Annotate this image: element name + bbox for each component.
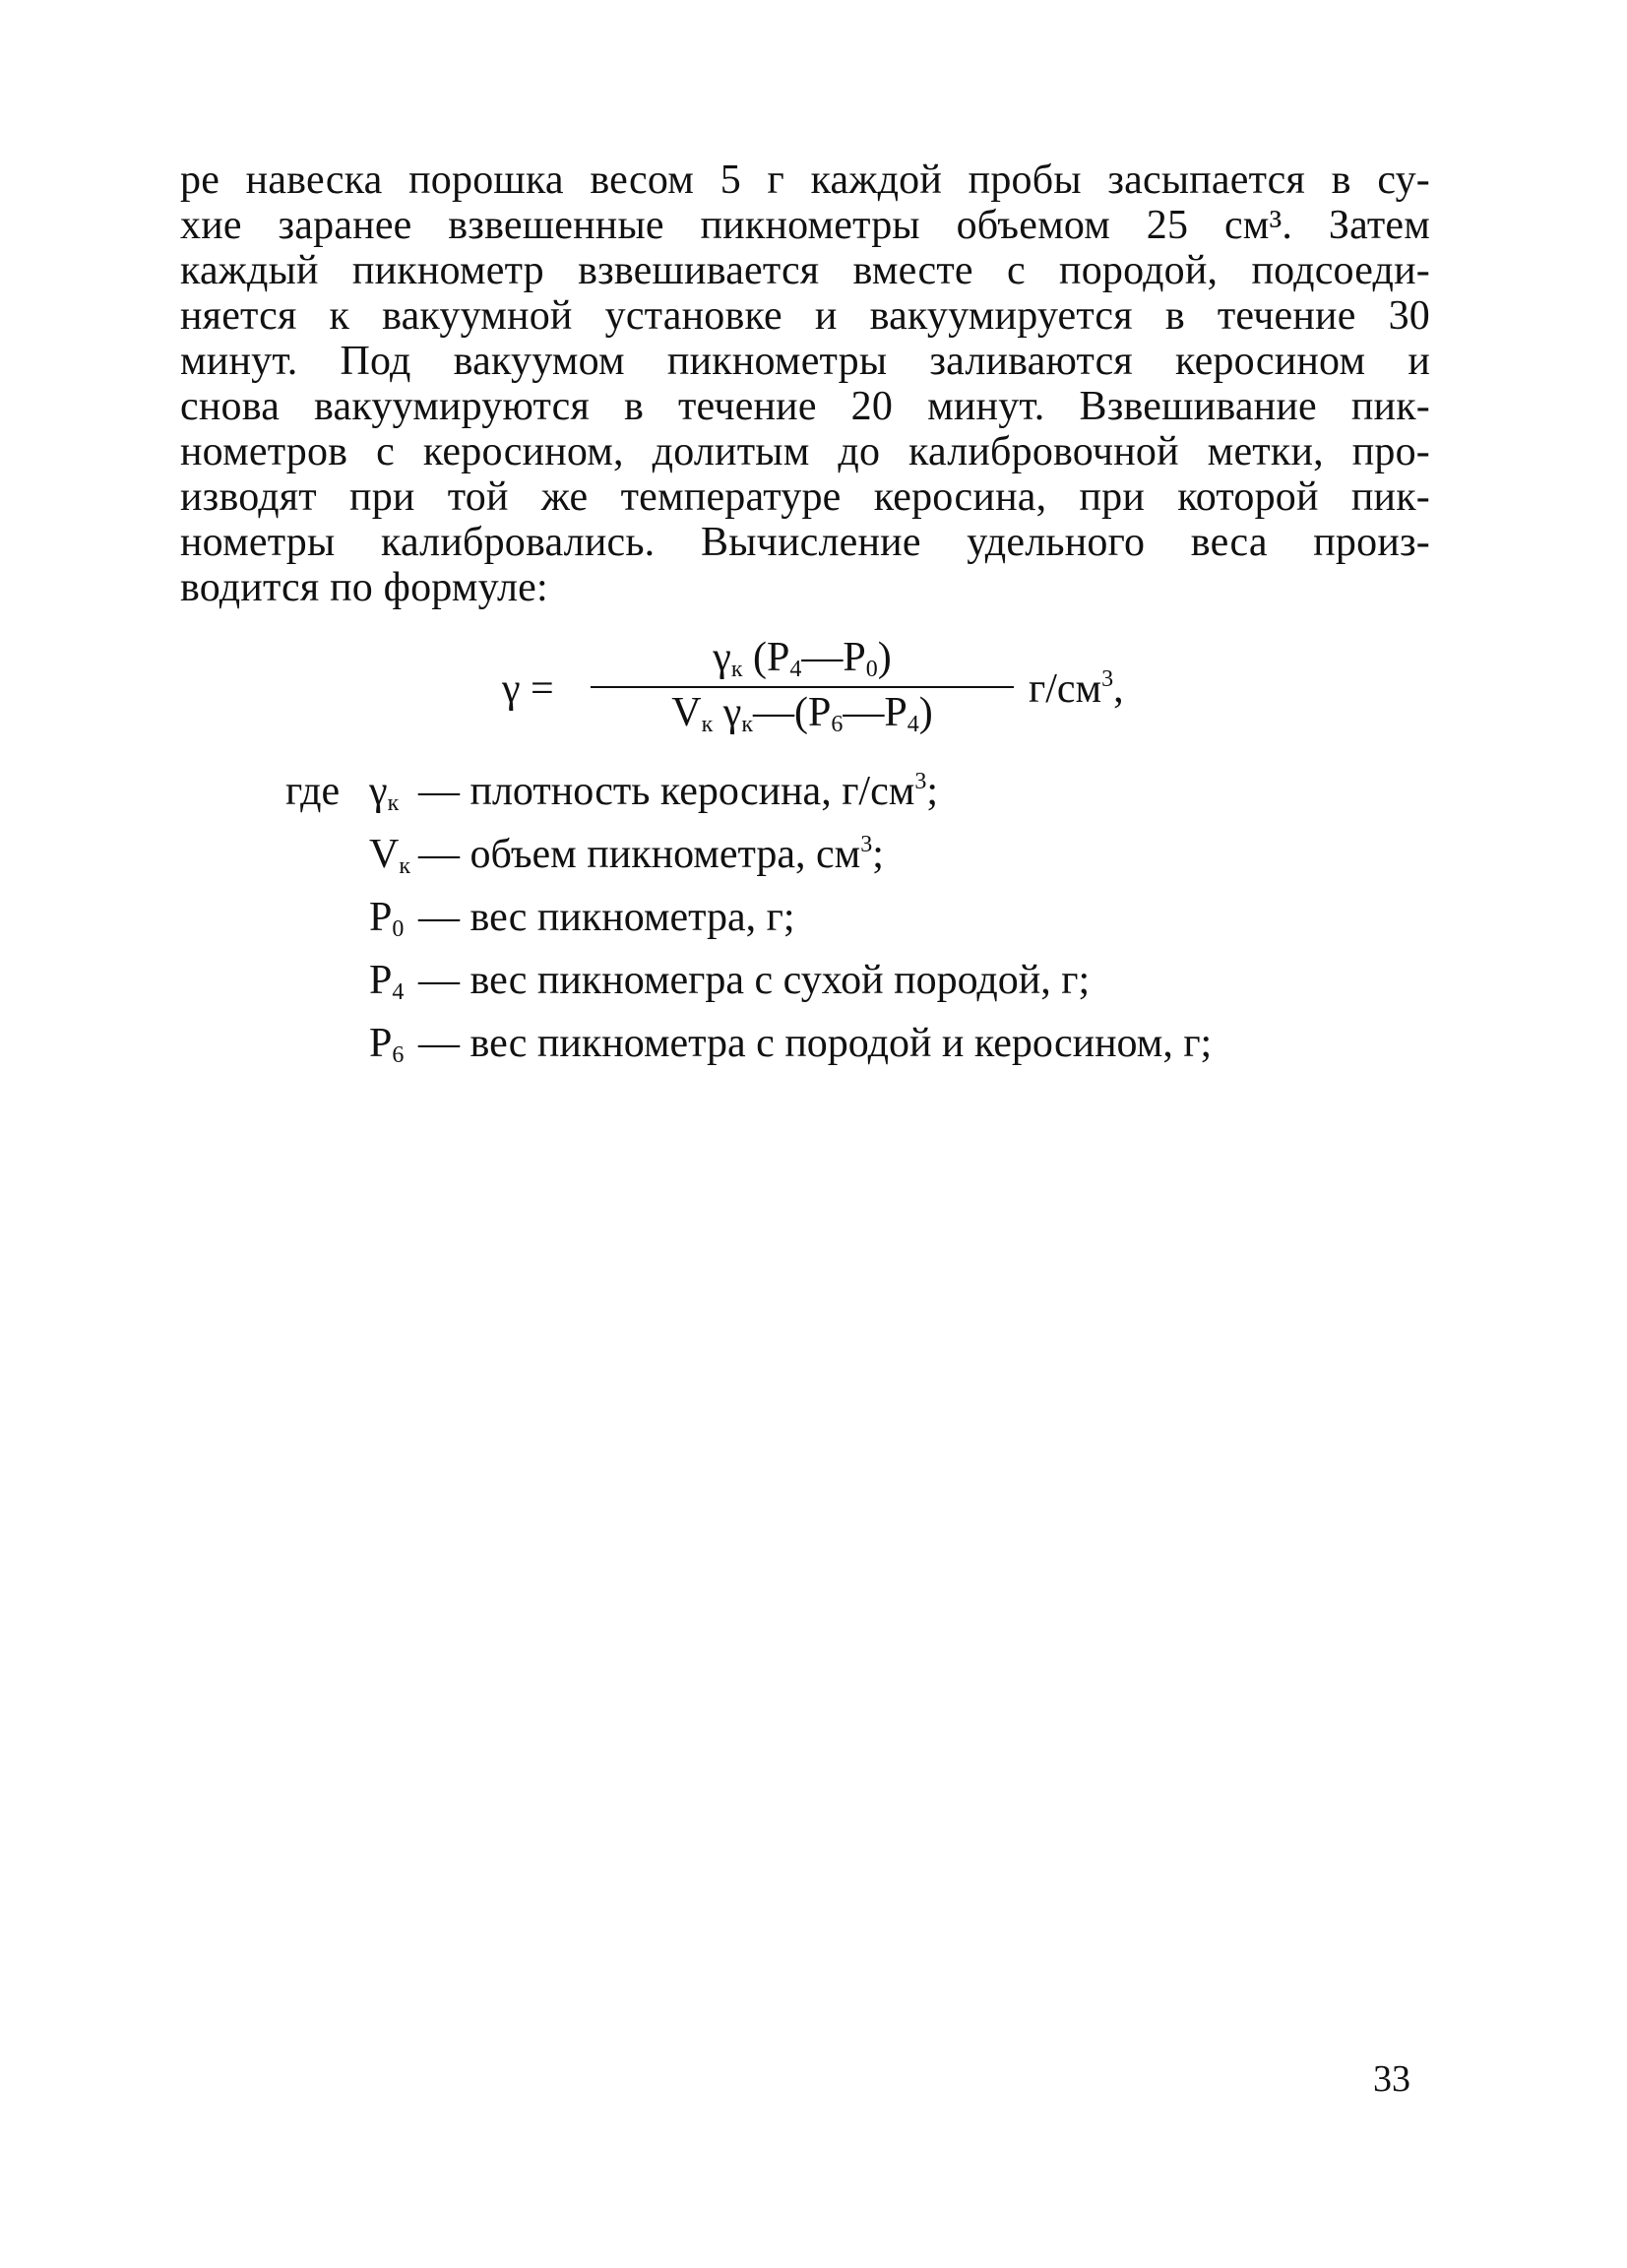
paragraph-line-9: нометры калибровались. Вычисление удельного веса произ- <box>180 520 1430 565</box>
den-close: ) <box>918 690 933 735</box>
symbol-sub: 4 <box>392 979 405 1005</box>
den-gamma: γ <box>713 690 742 735</box>
num-p0-sub: 0 <box>865 657 878 682</box>
formula-numerator <box>591 634 1014 681</box>
definition-desc: — плотность керосина, г/см <box>418 769 915 814</box>
definition-symbol <box>369 1020 404 1067</box>
symbol-sub: 0 <box>392 916 405 942</box>
definition-sup: 3 <box>860 832 873 857</box>
unit-text: г/см <box>1029 666 1102 712</box>
num-p4-sub: 4 <box>789 657 802 682</box>
num-gamma-sub: к <box>730 657 743 682</box>
den-p6-sub: 6 <box>831 712 844 737</box>
formula-lhs: γ = <box>502 666 554 712</box>
definition-symbol <box>369 831 410 878</box>
definition-desc: — вес пикнометра с породой и керосином, г; <box>418 1021 1213 1066</box>
definition-text <box>418 831 884 878</box>
num-p-open: (P <box>742 635 790 680</box>
symbol-main: P <box>369 895 393 940</box>
definition-symbol <box>369 894 404 941</box>
paragraph-line-8: изводят при той же температуре керосина, при которой пик- <box>180 474 1430 520</box>
symbol-sub: к <box>387 790 400 816</box>
definition-sup: 3 <box>914 769 927 794</box>
den-p-open: —(P <box>753 690 832 735</box>
definition-symbol <box>369 768 399 815</box>
unit-sup: 3 <box>1101 666 1114 692</box>
formula-denominator <box>591 689 1014 736</box>
num-minus-p: —P <box>801 635 866 680</box>
symbol-sub: 6 <box>392 1042 405 1068</box>
definition-tail: ; <box>872 832 884 877</box>
definition-desc: — объем пикнометра, см <box>418 832 861 877</box>
formula-unit <box>1029 665 1124 713</box>
symbol-sub: к <box>399 853 411 879</box>
paragraph-line-5: минут. Под вакуумом пикнометры заливаются керосином и <box>180 339 1430 384</box>
den-p4-sub: 4 <box>907 712 919 737</box>
definition-text <box>418 957 1090 1004</box>
paragraph-line-6: снова вакуумируются в течение 20 минут. Взвешивание пик- <box>180 384 1430 429</box>
num-gamma: γ <box>713 635 731 680</box>
paragraph-line-4: няется к вакуумной установке и вакуумируется в течение 30 <box>180 293 1430 339</box>
definition-desc: — вес пикномегра с сухой породой, г; <box>418 958 1091 1003</box>
paragraph-line-7: нометров с керосином, долитым до калибровочной метки, про- <box>180 429 1430 474</box>
den-v: V <box>671 690 702 735</box>
num-close: ) <box>877 635 892 680</box>
unit-tail: , <box>1113 666 1124 712</box>
specific-gravity-formula <box>502 630 1191 738</box>
paragraph-line-1: ре навеска порошка весом 5 г каждой пробы засыпается в су- <box>180 158 1430 203</box>
paragraph-line-2: хие заранее взвешенные пикнометры объемом 25 см³. Затем <box>180 203 1430 248</box>
symbol-main: V <box>369 832 400 877</box>
definition-lead: где <box>285 769 341 814</box>
definition-desc: — вес пикнометра, г; <box>418 895 795 940</box>
den-minus-p: —P <box>843 690 907 735</box>
paragraph-line-10: водится по формуле: <box>180 565 548 610</box>
definition-text <box>418 894 795 941</box>
paragraph-line-3: каждый пикнометр взвешивается вместе с породой, подсоеди- <box>180 248 1430 293</box>
formula-fraction <box>591 630 1014 738</box>
symbol-main: γ <box>369 769 388 814</box>
den-v-sub: к <box>701 712 714 737</box>
page-number: 33 <box>1373 2058 1410 2100</box>
den-gamma-sub: к <box>741 712 754 737</box>
symbol-main: P <box>369 1021 393 1066</box>
definition-text <box>418 1020 1212 1067</box>
definition-text <box>418 768 938 815</box>
definition-tail: ; <box>926 769 938 814</box>
fraction-bar <box>591 686 1014 688</box>
symbol-main: P <box>369 958 393 1003</box>
definition-symbol <box>369 957 404 1004</box>
